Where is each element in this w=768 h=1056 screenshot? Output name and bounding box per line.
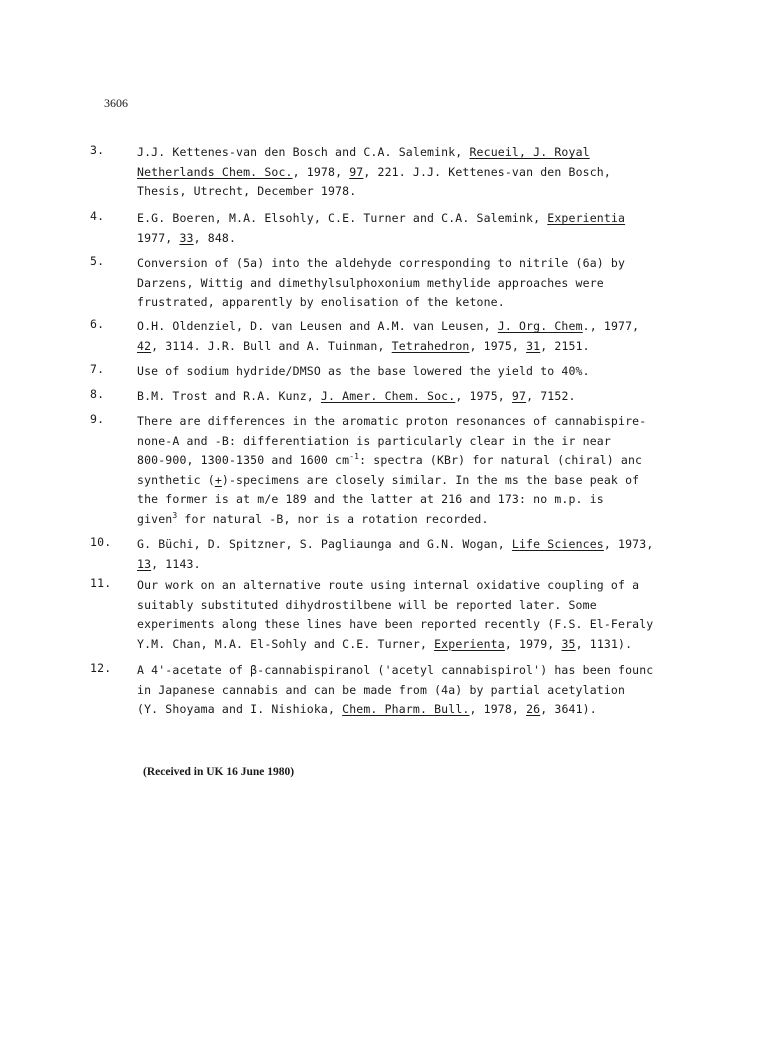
note-line [137, 510, 662, 530]
note-text [137, 576, 662, 654]
note-text [137, 209, 662, 248]
underlined-citation: 42 [137, 338, 152, 353]
note-number: 10. [90, 535, 112, 549]
text-run: , 848. [193, 230, 237, 245]
note-line [137, 143, 662, 163]
text-run: Our work on an alternative route using internal oxidative coupling of a [137, 578, 640, 592]
note-line [137, 555, 662, 575]
text-run: , 1143. [151, 556, 201, 571]
underlined-citation: Life Sciences [511, 537, 604, 551]
note-line [137, 471, 662, 491]
text-run: , 1131). [575, 636, 633, 651]
underlined-citation: Experientia [547, 211, 626, 225]
text-run: Darzens, Wittig and dimethylsulphoxonium methylide approaches were [137, 275, 604, 290]
note-text [137, 535, 662, 574]
note-text [137, 254, 662, 313]
text-run: suitably substituted dihydrostilbene will be reported later. Some [137, 597, 597, 612]
text-run: , 1973, [603, 537, 654, 551]
text-run: , 1975, [455, 389, 512, 403]
text-run: O.H. Oldenziel, D. van Leusen and A.M. van Leusen, [137, 319, 498, 333]
note-number: 3. [90, 143, 105, 157]
text-run: none-A and -B: differentiation is particularly clear in the ir near [137, 433, 611, 448]
page-number: 3606 [104, 96, 128, 110]
note-text [137, 387, 662, 407]
note-line [137, 293, 662, 313]
text-run: , 1975, [469, 338, 527, 353]
note-line [137, 451, 662, 471]
text-run: (Y. Shoyama and I. Nishioka, [137, 702, 343, 716]
text-run: , 3114. J.R. Bull and A. Tuinman, [151, 338, 392, 353]
received-date: (Received in UK 16 June 1980) [143, 766, 295, 778]
text-run: Conversion of (5a) into the aldehyde corresponding to nitrile (6a) by [137, 256, 626, 270]
underlined-citation: 33 [179, 230, 194, 245]
note-line [137, 661, 662, 681]
note-line [137, 362, 662, 382]
note-text [137, 412, 662, 529]
text-run: , 7152. [526, 389, 576, 403]
note-number: 8. [90, 387, 105, 401]
superscript: -1 [349, 452, 360, 461]
text-run: 800-900, 1300-1350 and 1600 cm [137, 453, 350, 467]
note-line [137, 337, 662, 357]
text-run: )-specimens are closely similar. In the ms the base peak of [221, 472, 640, 487]
note-line [137, 700, 662, 720]
note-line [137, 615, 662, 635]
text-run: : spectra (KBr) for natural (chiral) anc [359, 453, 643, 467]
underlined-citation: J. Org. Chem [497, 319, 583, 333]
note-line [137, 412, 662, 432]
note-number: 4. [90, 209, 105, 223]
text-run: for natural -B, nor is a rotation recorded. [177, 511, 489, 526]
note-line [137, 535, 662, 555]
note-number: 12. [90, 661, 112, 675]
text-run: experiments along these lines have been reported recently (F.S. El-Feraly [137, 617, 654, 631]
note-line [137, 274, 662, 294]
note-line [137, 229, 662, 249]
note-line [137, 490, 662, 510]
underlined-citation: + [214, 472, 222, 487]
note-line [137, 681, 662, 701]
text-run: , 3641). [540, 702, 597, 716]
note-line [137, 182, 662, 202]
text-run: , 1978, [292, 164, 350, 179]
note-number: 7. [90, 362, 105, 376]
note-text [137, 317, 662, 356]
text-run: , 1978, [469, 702, 527, 716]
text-run: 1977, [137, 230, 180, 245]
note-line [137, 254, 662, 274]
text-run: , 221. J.J. Kettenes-van den Bosch, [363, 164, 611, 179]
underlined-citation: Chem. Pharm. Bull. [342, 702, 470, 716]
underlined-citation: 31 [526, 338, 541, 353]
note-line [137, 596, 662, 616]
note-number: 6. [90, 317, 105, 331]
underlined-citation: Tetrahedron [391, 338, 470, 353]
text-run: Thesis, Utrecht, December 1978. [137, 184, 357, 198]
text-run: synthetic ( [137, 472, 215, 487]
underlined-citation: 35 [561, 636, 576, 651]
text-run: , 1979, [504, 636, 562, 651]
underlined-citation: J. Amer. Chem. Soc. [320, 389, 456, 403]
note-line [137, 432, 662, 452]
note-line [137, 317, 662, 337]
note-line [137, 163, 662, 183]
note-number: 11. [90, 576, 112, 590]
note-line [137, 576, 662, 596]
text-run: frustrated, apparently by enolisation of the ketone. [137, 295, 505, 309]
note-text [137, 661, 662, 720]
text-run: the former is at m/e 189 and the latter at 216 and 173: no m.p. is [137, 492, 604, 506]
underlined-citation: Recueil, J. Royal [469, 145, 590, 159]
text-run: There are differences in the aromatic proton resonances of cannabispire- [137, 414, 647, 428]
text-run: G. Büchi, D. Spitzner, S. Pagliaunga and G.N. Wogan, [137, 537, 512, 551]
text-run: in Japanese cannabis and can be made from (4a) by partial acetylation [137, 682, 626, 697]
text-run: Use of sodium hydride/DMSO as the base lowered the yield to 40%. [137, 364, 590, 378]
note-number: 5. [90, 254, 105, 268]
underlined-citation: 26 [526, 702, 541, 716]
underlined-citation: 13 [137, 556, 152, 571]
underlined-citation: 97 [349, 164, 364, 179]
text-run: B.M. Trost and R.A. Kunz, [137, 389, 321, 403]
text-run: , 2151. [540, 338, 590, 353]
note-text [137, 362, 662, 382]
text-run: ., 1977, [582, 319, 640, 333]
underlined-citation: 97 [511, 389, 527, 403]
text-run: A 4'-acetate of β-cannabispiranol ('acetyl cannabispirol') has been founc [137, 663, 654, 677]
superscript: 3 [172, 510, 178, 520]
note-number: 9. [90, 412, 105, 426]
text-run: E.G. Boeren, M.A. Elsohly, C.E. Turner and C.A. Salemink, [137, 211, 548, 225]
text-run: Y.M. Chan, M.A. El-Sohly and C.E. Turner, [137, 636, 435, 651]
note-line [137, 209, 662, 229]
underlined-citation: Netherlands Chem. Soc. [137, 164, 293, 179]
note-text [137, 143, 662, 202]
note-line [137, 387, 662, 407]
text-run: J.J. Kettenes-van den Bosch and C.A. Salemink, [137, 145, 470, 159]
note-line [137, 635, 662, 655]
text-run: given [137, 511, 173, 526]
underlined-citation: Experienta [434, 636, 505, 651]
